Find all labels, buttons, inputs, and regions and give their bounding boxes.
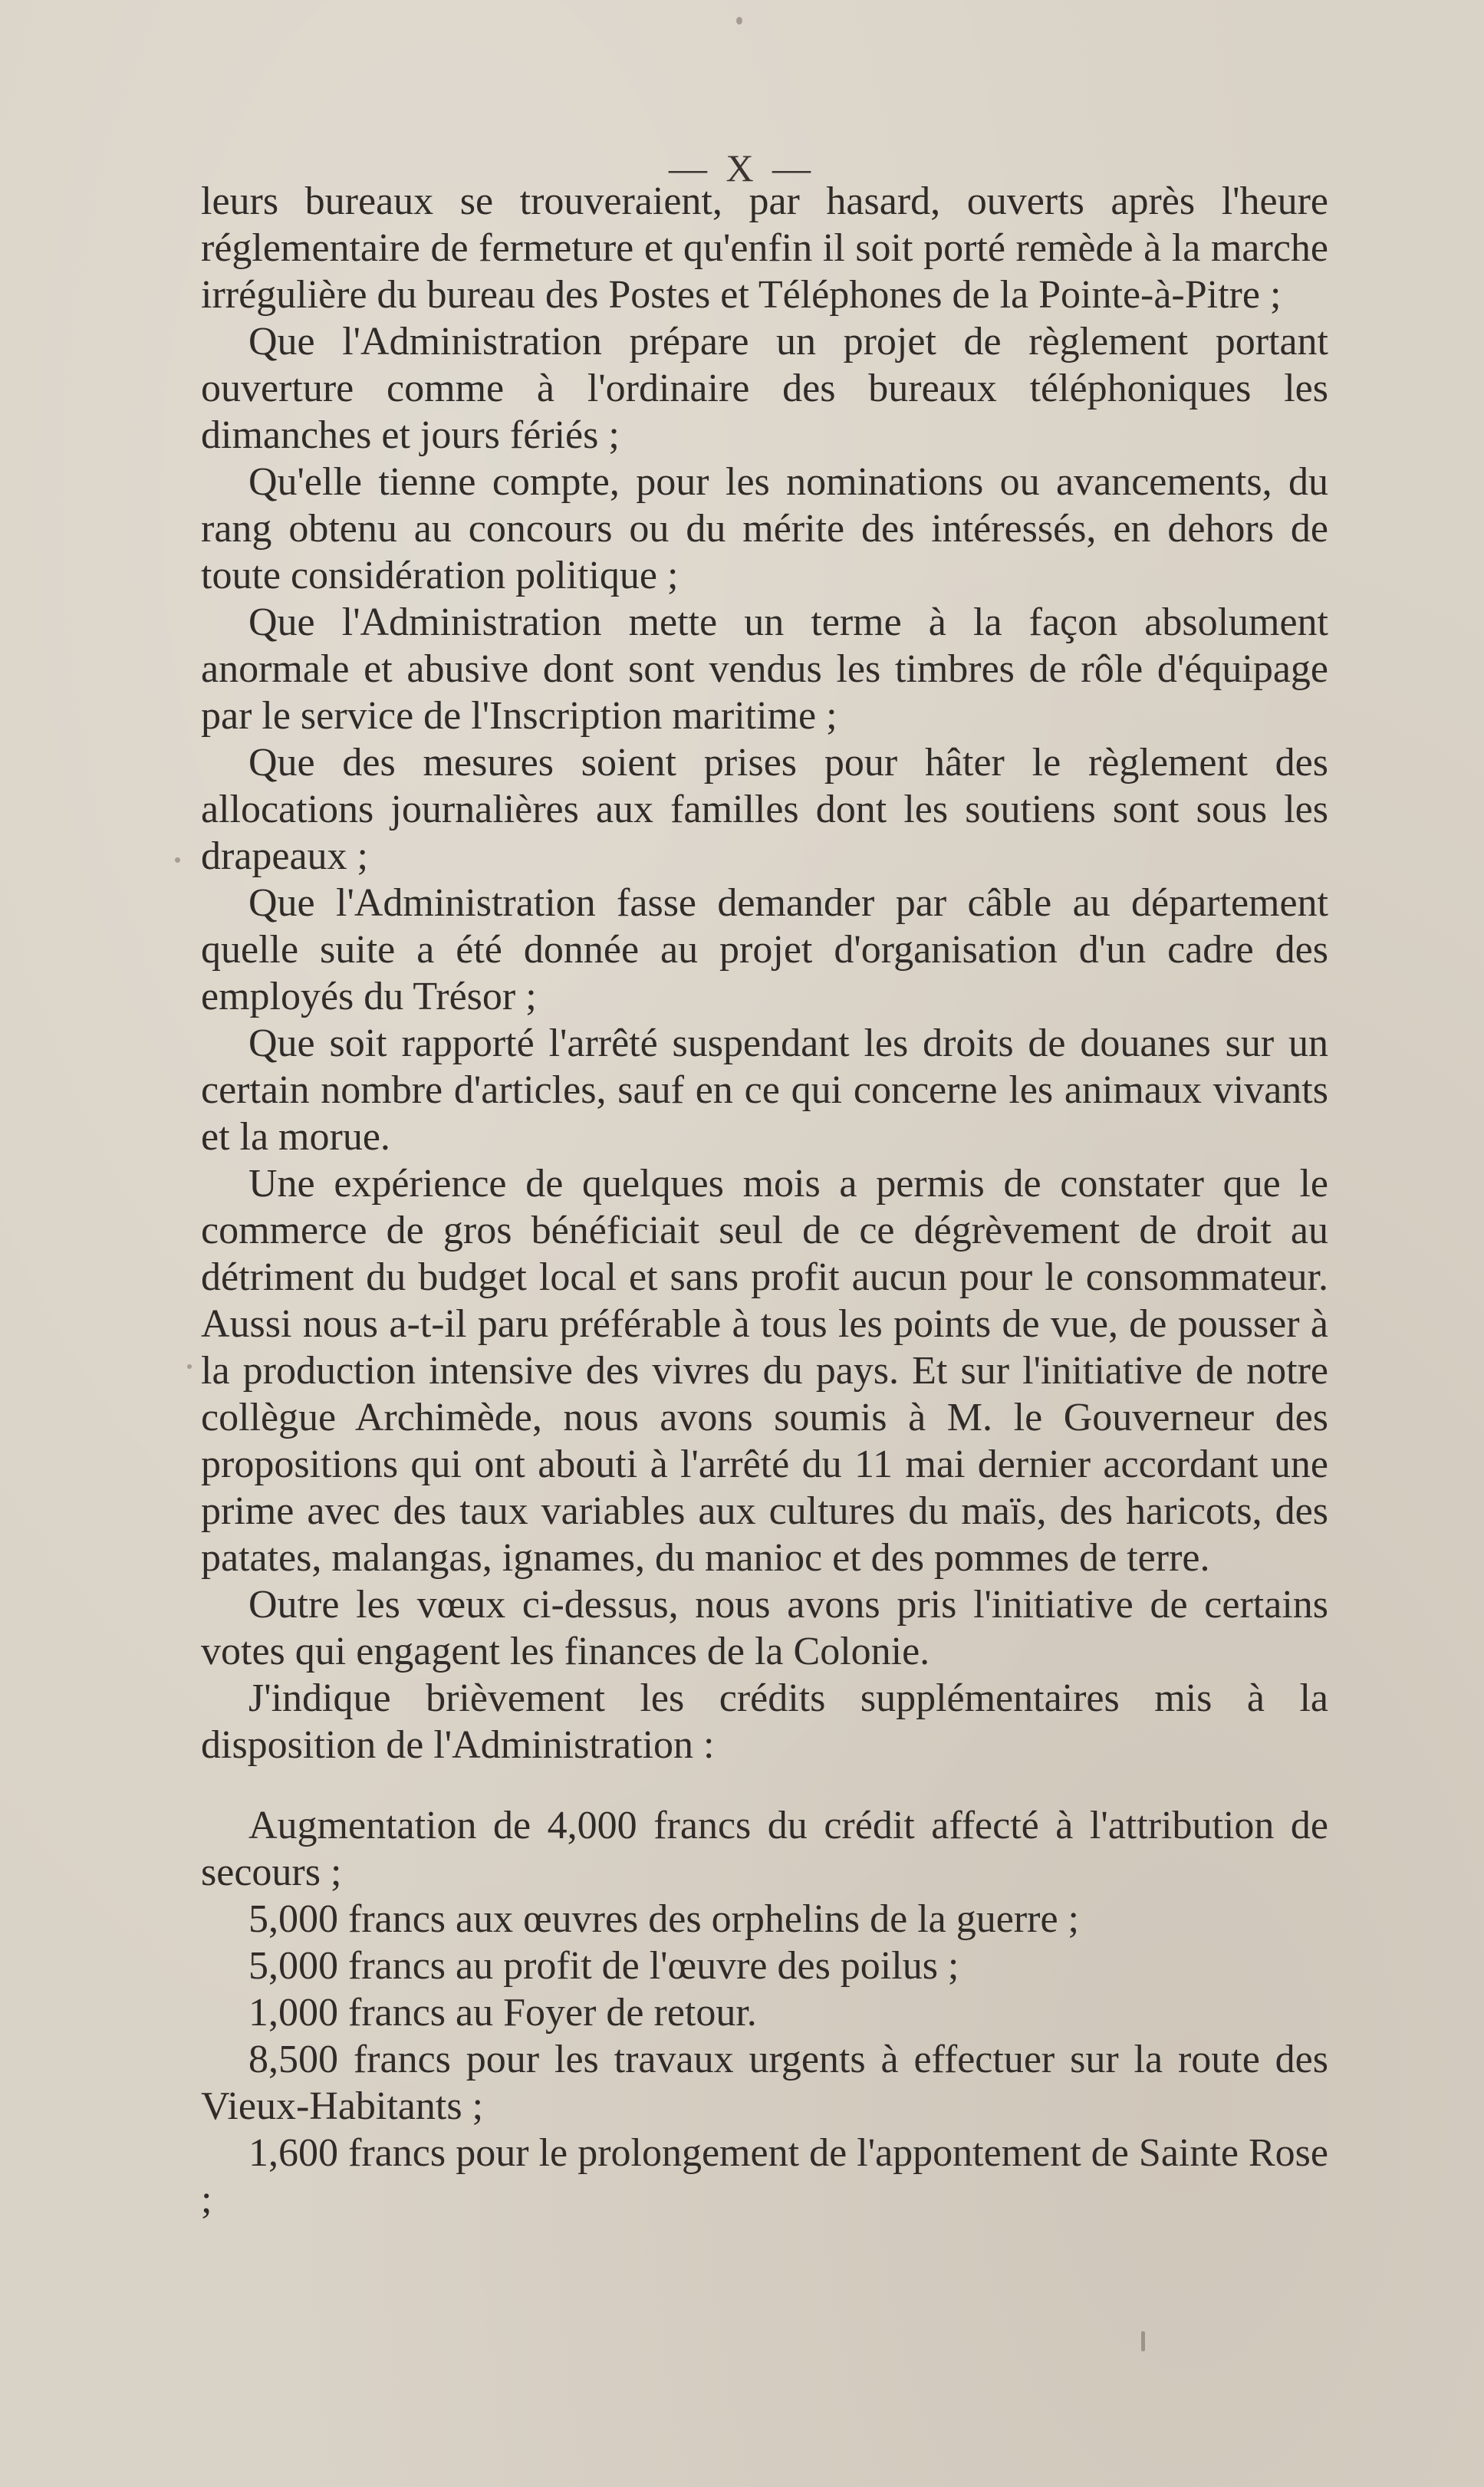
list-item: 5,000 francs aux œuvres des orphelins de la guerre ; <box>248 1897 1079 1941</box>
list-item: Augmentation de 4,000 francs du crédit affecté à l'attribution de secours ; <box>201 1804 1328 1894</box>
paragraph: Une expérience de quelques mois a permis de constater que le commerce de gros bénéficiait seul de ce dégrèvement de droit au détriment du budget local et sans profit aucun pour le consommateur. Aussi nous a-t-il paru préférable à tous les points de vue, de pousser à la production intensive des vivres du pays. Et sur l'initiative de notre collègue Archimède, nous avons soumis à M. le Gouverneur des propositions qui ont abouti à l'arrêté du 11 mai dernier accordant une prime avec des taux variables aux cultures du maïs, des haricots, des patates, malangas, ignames, du manioc et des pommes de terre. <box>201 1162 1328 1580</box>
paper-speck <box>175 857 180 863</box>
list-item: 8,500 francs pour les travaux urgents à effectuer sur la route des Vieux-Habitants ; <box>201 2038 1328 2128</box>
paragraph: J'indique brièvement les crédits supplémentaires mis à la disposition de l'Administration : <box>201 1676 1328 1767</box>
paragraph: Qu'elle tienne compte, pour les nominations ou avancements, du rang obtenu au concours ou du mérite des intéressés, en dehors de toute considération politique ; <box>201 460 1328 597</box>
paragraph: Que l'Administration mette un terme à la façon absolument anormale et abusive dont sont vendus les timbres de rôle d'équipage par le service de l'Inscription maritime ; <box>201 600 1328 738</box>
paragraph: Que l'Administration prépare un projet de règlement portant ouverture comme à l'ordinaire des bureaux téléphoniques les dimanches et jours fériés ; <box>201 320 1328 457</box>
list-item: 1,000 francs au Foyer de retour. <box>248 1991 757 2035</box>
paragraph: leurs bureaux se trouveraient, par hasard, ouverts après l'heure réglementaire de fermeture et qu'enfin il soit porté remède à la marche irrégulière du bureau des Postes et Téléphones de la Pointe-à-Pitre ; <box>201 179 1328 317</box>
list-item: 1,600 francs pour le prolongement de l'appontement de Sainte Rose ; <box>201 2131 1328 2222</box>
paper-speck <box>1141 2331 1145 2351</box>
paper-speck <box>187 1364 192 1369</box>
paragraph: Que des mesures soient prises pour hâter le règlement des allocations journalières aux familles dont les soutiens sont sous les drapeaux ; <box>201 741 1328 878</box>
paper-speck <box>736 17 742 25</box>
paragraph: Que soit rapporté l'arrêté suspendant les droits de douanes sur un certain nombre d'articles, sauf en ce qui concerne les animaux vivants et la morue. <box>201 1021 1328 1159</box>
list-item: 5,000 francs au profit de l'œuvre des poilus ; <box>248 1944 959 1988</box>
page-number-header: — X — <box>668 146 816 189</box>
paragraph: Outre les vœux ci-dessus, nous avons pris l'initiative de certains votes qui engagent les finances de la Colonie. <box>201 1583 1328 1673</box>
paragraph: Que l'Administration fasse demander par câble au département quelle suite a été donnée au projet d'organisation d'un cadre des employés du Trésor ; <box>201 881 1328 1018</box>
body-text <box>201 178 1328 2223</box>
